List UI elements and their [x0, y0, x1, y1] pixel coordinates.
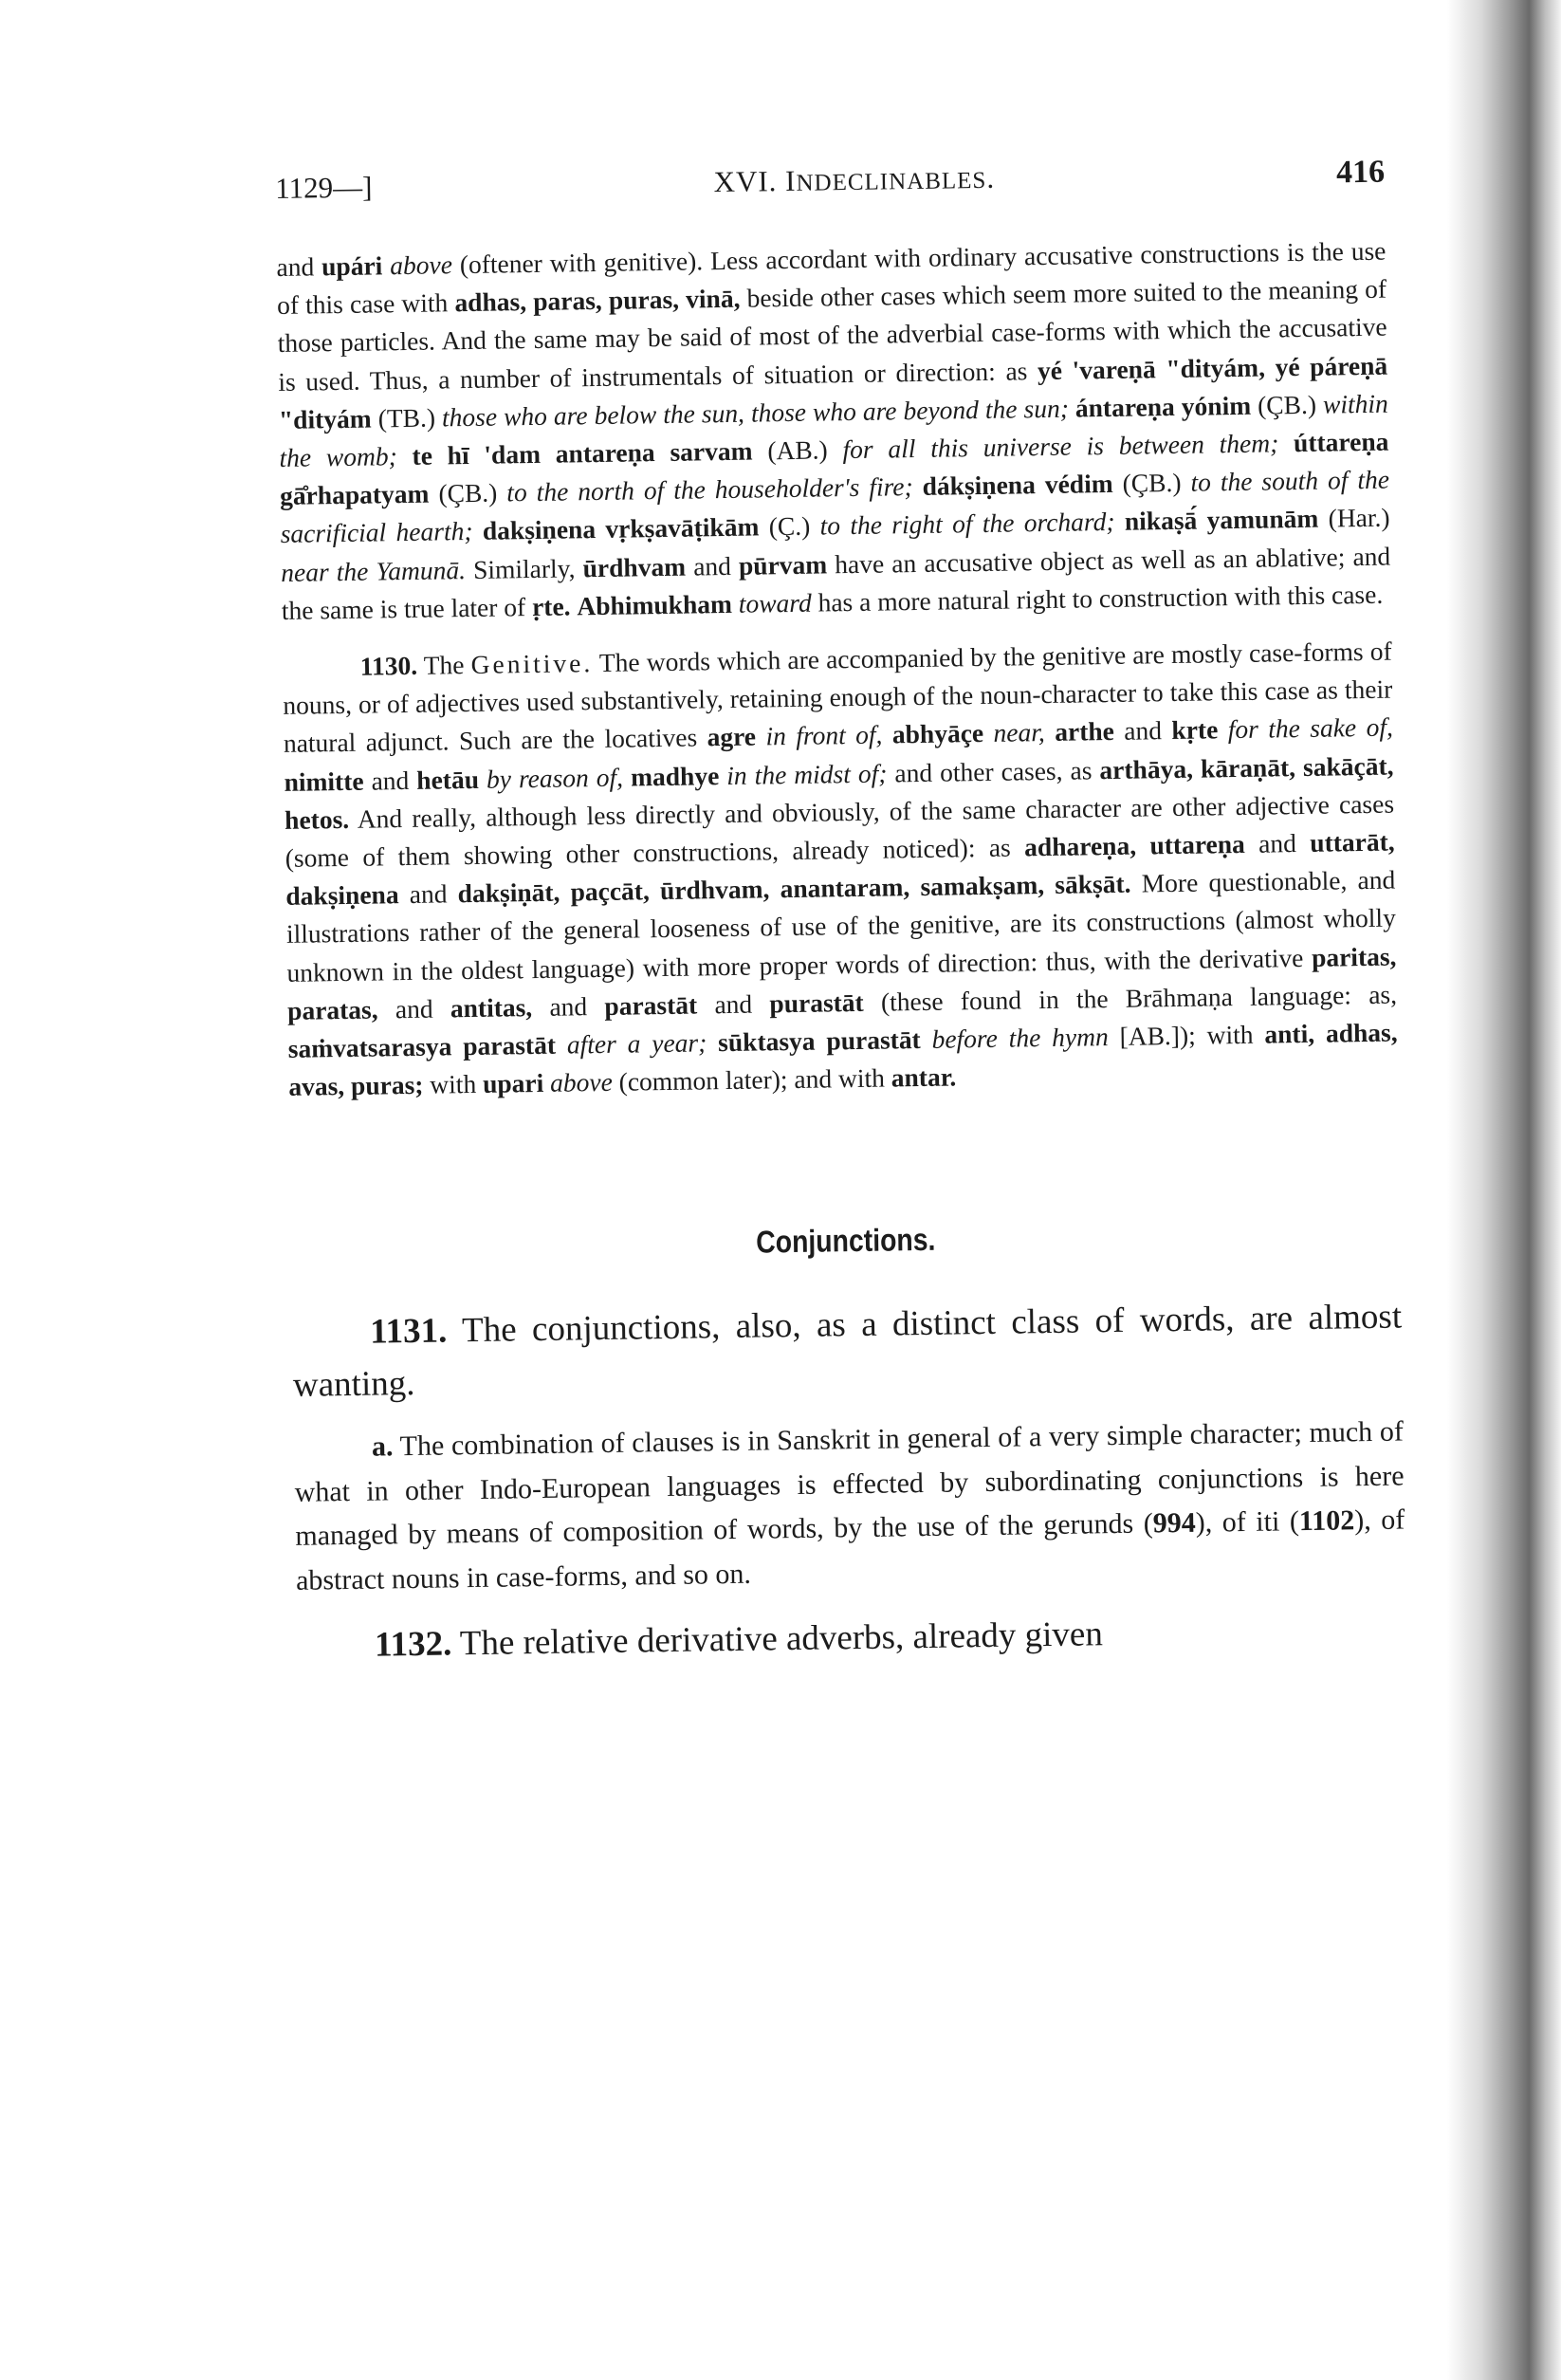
text-run: hetāu	[416, 764, 480, 795]
text-run: and	[1113, 715, 1172, 747]
chapter-title-number: XVI. I	[713, 163, 797, 199]
text-run: (ÇB.)	[1112, 467, 1191, 499]
text-run: The relative derivative adverbs, already given	[450, 1614, 1104, 1664]
paragraph-1129	[276, 232, 1391, 630]
text-run: to the right of the orchard;	[819, 507, 1115, 541]
paragraph-1132	[297, 1604, 1407, 1672]
text-run: and	[363, 765, 417, 796]
text-run: toward	[738, 587, 812, 618]
text-run: (oftener with genitive). Less accordant with ordinary accusative constructions is the use of this case with	[276, 235, 1387, 321]
text-run: madhye	[630, 760, 720, 792]
text-run: yé 'vareṇā "dityám, yé páreṇā "dityám	[278, 350, 1388, 434]
text-run: and other cases, as	[887, 754, 1100, 788]
text-run: sūktasya purastāt	[717, 1024, 921, 1058]
text-run: a.	[371, 1430, 394, 1464]
text-run: arthāya, kāraṇāt, sakāçāt, hetos.	[284, 750, 1394, 835]
text-run	[920, 1024, 931, 1054]
text-run	[472, 516, 483, 545]
text-run: ṛte.	[531, 591, 571, 621]
text-run: saṁvatsarasya parastāt	[287, 1029, 557, 1063]
text-run: above	[389, 249, 453, 281]
text-run: 1132.	[374, 1624, 452, 1666]
text-run: beside other cases which seem more suited to the meaning of those particles. And the same may be said of most of the adverbial case-forms with which the accusative is used. Thus, a number of instrumentals of situation or direction: as	[277, 273, 1387, 397]
book-page	[275, 155, 1406, 1673]
text-run: with	[423, 1069, 484, 1100]
text-run	[882, 720, 892, 749]
text-run: those who are below the sun, those who are beyond the sun;	[441, 393, 1070, 433]
text-run: The combination of clauses is in Sanskrit in general of a very simple character; much of what in other Indo-European languages is effected by subordinating conjunctions is here managed by means of composition of words, by the use of the gerunds (	[294, 1415, 1405, 1553]
text-run: uttarāt, dakṣiṇena	[285, 826, 1395, 912]
text-run: above	[549, 1067, 614, 1098]
text-run: parastāt	[604, 989, 698, 1021]
text-run: in front of,	[765, 720, 883, 751]
text-run: (Har.)	[1318, 503, 1390, 534]
text-run: upári	[321, 250, 383, 282]
page-header	[275, 155, 1385, 207]
text-run	[756, 722, 766, 751]
text-run: for the sake of,	[1227, 712, 1394, 745]
text-run: The words which are accompanied by the genitive are mostly case-forms of nouns, or of adjectives used substantively, retaining enough of the noun-character to take this case as their natural adjunct. Such are the locatives	[283, 636, 1393, 759]
text-run: and	[398, 878, 458, 910]
text-run: after a year;	[566, 1027, 707, 1060]
text-run: [AB.]); with	[1108, 1019, 1265, 1052]
text-run: adhareṇa, uttareṇa	[1023, 828, 1245, 862]
text-run	[556, 1030, 567, 1060]
text-run: arthe	[1054, 716, 1115, 747]
text-run: agre	[707, 721, 757, 752]
text-run: pūrvam	[738, 549, 828, 581]
section-ref: 1129—]	[275, 170, 373, 205]
text-run: te hī 'dam antareṇa sarvam	[412, 435, 753, 470]
text-run: ), of abstract nouns in case-forms, and so on.	[295, 1504, 1405, 1596]
paragraph-1130	[282, 633, 1398, 1107]
text-run: 1130.	[359, 650, 418, 681]
text-run: ántareṇa yónim	[1074, 390, 1252, 423]
text-run: antitas,	[450, 991, 533, 1024]
text-run: and	[1244, 827, 1311, 858]
text-run: to the south of the sacrificial hearth;	[280, 464, 1390, 549]
text-run: to the north of the householder's fire;	[506, 471, 913, 507]
text-run: ūrdhvam	[582, 551, 687, 582]
chapter-title	[713, 161, 995, 199]
text-run: and	[276, 251, 322, 282]
text-run: near,	[993, 717, 1046, 748]
text-run: adhas, paras, puras, vinā,	[454, 283, 741, 318]
text-run	[707, 1027, 718, 1057]
text-run: antar.	[891, 1061, 957, 1093]
text-run: The	[416, 650, 471, 680]
paragraph-1131	[292, 1291, 1404, 1411]
paragraph-1131a	[294, 1411, 1406, 1603]
text-run: (Ç.)	[759, 510, 820, 542]
text-run: (these found in the Brāhmaṇa language: as,	[863, 979, 1398, 1017]
text-run: and	[531, 990, 605, 1022]
text-run	[1278, 428, 1294, 457]
chapter-title-rest: NDECLINABLES	[796, 167, 987, 196]
text-run: for all this universe is between them;	[842, 428, 1279, 465]
text-run: paritas, paratas,	[286, 941, 1397, 1025]
text-run: have an accusative object as well as an ablative; and the same is true later of	[281, 541, 1391, 625]
text-run: Similarly,	[465, 552, 583, 584]
chapter-title-end: .	[986, 160, 996, 194]
text-run: More questionable, and illustrations rather of the general looseness of use of the genitive, are its constructions (almost wholly unknown in the oldest language) with more proper words of direction: thus, with the derivative	[285, 864, 1397, 987]
text-run: (TB.)	[371, 402, 443, 434]
scan-edge-shadow	[1447, 0, 1561, 2380]
text-run: dákṣiṇena védim	[922, 469, 1113, 502]
text-run: (common later); and with	[612, 1062, 891, 1098]
text-run: near the Yamunā.	[281, 554, 467, 587]
text-run: purastāt	[769, 987, 864, 1019]
text-run: nimitte	[284, 766, 364, 797]
text-run: anti, adhas, avas, puras;	[288, 1017, 1398, 1102]
text-run: and	[685, 550, 740, 581]
text-run: Abhimukham	[577, 588, 733, 621]
text-run: dakṣiṇāt, paçcāt, ūrdhvam, anantaram, samakṣam, sākṣāt.	[457, 868, 1131, 909]
page-number: 416	[1335, 154, 1386, 191]
text-run: within the womb;	[279, 388, 1388, 472]
text-run: 1102	[1298, 1504, 1355, 1538]
text-run: abhyāçe	[891, 718, 984, 749]
text-run	[396, 441, 412, 470]
text-run: before the hymn	[931, 1022, 1109, 1054]
text-run: in the midst of;	[726, 758, 888, 790]
text-run	[912, 471, 922, 501]
text-run: And really, although less directly and obviously, of the same character are other adjective cases (some of them showing other constructions, already noticed): as	[285, 788, 1395, 873]
text-run: and	[696, 988, 770, 1020]
text-run: (AB.)	[752, 434, 843, 466]
text-run: kṛte	[1171, 714, 1219, 746]
text-run: úttareṇa gā̊rhapatyam	[279, 426, 1389, 511]
text-run: dakṣiṇena vṛkṣavāṭikām	[482, 511, 760, 546]
text-run: The conjunctions, also, as a distinct class of words, are almost wanting.	[292, 1297, 1403, 1406]
text-run: (ÇB.)	[429, 477, 507, 508]
text-run: ), of iti (	[1195, 1505, 1300, 1540]
text-run	[983, 718, 994, 747]
text-run: by reason of,	[486, 762, 624, 794]
text-run: Genitive.	[470, 648, 594, 680]
text-run	[1218, 715, 1228, 745]
text-run: nikaṣā́ yamunām	[1124, 504, 1319, 537]
text-run: has a more natural right to construction with this case.	[811, 579, 1384, 618]
text-run: (ÇB.)	[1250, 389, 1324, 420]
section-heading: Conjunctions.	[755, 1222, 936, 1261]
text-run: 1131.	[369, 1311, 448, 1353]
text-run: upari	[482, 1068, 544, 1099]
text-run: and	[377, 993, 451, 1024]
text-run: 994	[1152, 1507, 1196, 1540]
